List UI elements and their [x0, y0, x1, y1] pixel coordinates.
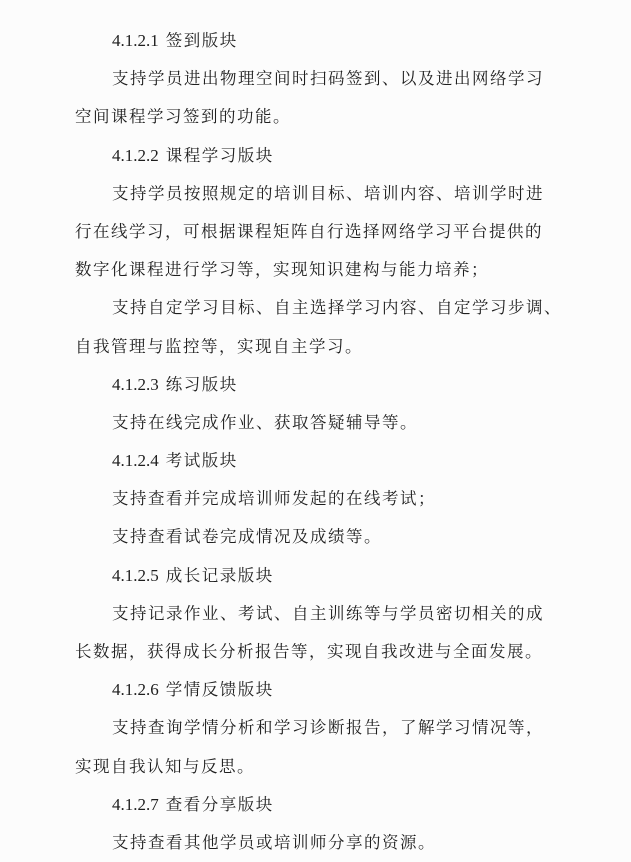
section-title: 成长记录版块	[165, 565, 274, 585]
paragraph-line: 支持查看试卷完成情况及成绩等。	[112, 527, 382, 547]
paragraph-line: 实现自我认知与反思。	[75, 756, 255, 776]
paragraph-line: 支持查看并完成培训师发起的在线考试；	[112, 489, 436, 509]
section-number: 4.1.2.1	[112, 31, 159, 50]
paragraph-line: 支持学员进出物理空间时扫码签到、以及进出网络学习	[112, 69, 544, 89]
section-number: 4.1.2.5	[112, 565, 159, 585]
section-number: 4.1.2.2	[112, 145, 159, 165]
paragraph-line: 支持学员按照规定的培训目标、培训内容、培训学时进	[112, 183, 544, 203]
section-heading	[75, 786, 575, 824]
section-number: 4.1.2.4	[112, 451, 159, 471]
section-heading	[75, 137, 575, 175]
paragraph-line: 自我管理与监控等，实现自主学习。	[75, 336, 363, 356]
section-title: 查看分享版块	[165, 794, 274, 814]
paragraph-line: 长数据，获得成长分析报告等，实现自我改进与全面发展。	[75, 642, 543, 661]
section-number: 4.1.2.3	[112, 374, 159, 394]
paragraph-line: 支持在线完成作业、获取答疑辅导等。	[112, 412, 418, 432]
section-title: 考试版块	[165, 451, 238, 471]
paragraph-line: 支持自定学习目标、自主选择学习内容、自定学习步调、	[112, 298, 562, 318]
section-title: 课程学习版块	[165, 145, 274, 165]
section-heading	[75, 366, 575, 404]
section-number: 4.1.2.6	[112, 680, 159, 700]
document-page	[75, 22, 575, 862]
section-title: 学情反馈版块	[165, 680, 274, 700]
section-heading	[75, 557, 575, 595]
section-heading	[75, 22, 575, 60]
paragraph-line: 空间课程学习签到的功能。	[75, 107, 291, 127]
paragraph-line: 行在线学习，可根据课程矩阵自行选择网络学习平台提供的	[75, 221, 543, 241]
paragraph-line: 支持查看其他学员或培训师分享的资源。	[112, 832, 436, 852]
section-number: 4.1.2.7	[112, 794, 159, 814]
section-heading	[75, 442, 575, 480]
paragraph-line: 支持查询学情分析和学习诊断报告，了解学习情况等，	[112, 718, 544, 738]
paragraph-line: 支持记录作业、考试、自主训练等与学员密切相关的成	[112, 603, 544, 623]
section-heading	[75, 671, 575, 709]
section-title: 签到版块	[165, 31, 238, 50]
section-title: 练习版块	[165, 374, 238, 394]
paragraph-line: 数字化课程进行学习等，实现知识建构与能力培养；	[75, 260, 489, 280]
